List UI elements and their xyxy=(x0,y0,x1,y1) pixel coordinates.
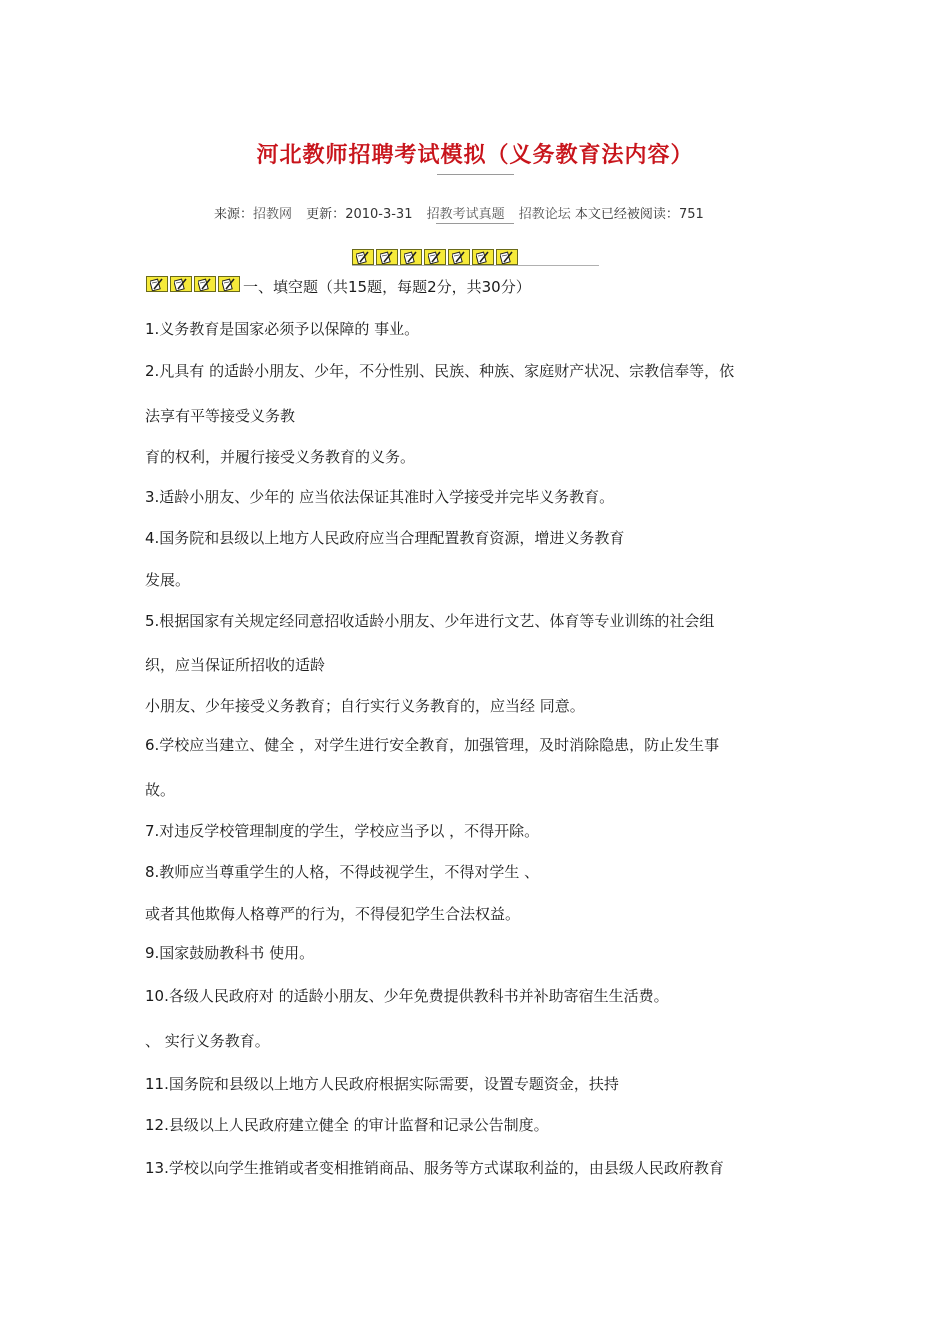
question-line: 10.各级人民政府对 的适龄小朋友、少年免费提供教科书并补助寄宿生生活费。 xyxy=(145,987,669,1005)
question-line: 1.义务教育是国家必须予以保障的 事业。 xyxy=(145,320,420,338)
exam-questions-link[interactable]: 招教考试真题 xyxy=(426,207,505,222)
question-line: 、 实行义务教育。 xyxy=(145,1032,270,1050)
article-meta xyxy=(214,203,704,222)
question-line: 或者其他欺侮人格尊严的行为，不得侵犯学生合法权益。 xyxy=(145,905,521,923)
question-line: 3.适龄小朋友、少年的 应当依法保证其准时入学接受并完毕义务教育。 xyxy=(145,488,615,506)
question-line: 9.国家鼓励教科书 使用。 xyxy=(145,944,315,962)
meta-underline xyxy=(436,223,514,224)
read-count-label: 本文已经被阅读： xyxy=(574,207,679,222)
title-underline xyxy=(437,174,514,175)
icon-row-section xyxy=(146,276,242,292)
source-label: 来源： xyxy=(214,207,254,222)
question-line: 4.国务院和县级以上地方人民政府应当合理配置教育资源，增进义务教育 xyxy=(145,529,625,547)
question-line: 6.学校应当建立、健全 ，对学生进行安全教育，加强管理，及时消除隐患，防止发生事 xyxy=(145,736,720,754)
question-line: 12.县级以上人民政府建立健全 的审计监督和记录公告制度。 xyxy=(145,1116,549,1134)
page-title: 河北教师招聘考试模拟（义务教育法内容） xyxy=(256,142,694,168)
question-line: 法享有平等接受义务教 xyxy=(145,407,296,425)
question-line: 7.对违反学校管理制度的学生，学校应当予以 ，不得开除。 xyxy=(145,822,540,840)
question-line: 2.凡具有 的适龄小朋友、少年，不分性别、民族、种族、家庭财产状况、宗教信奉等，依 xyxy=(145,362,735,380)
question-line: 5.根据国家有关规定经同意招收适龄小朋友、少年进行文艺、体育等专业训练的社会组 xyxy=(145,612,715,630)
update-date: 2010-3-31 xyxy=(345,207,413,222)
pen-paper-icon xyxy=(448,249,470,265)
pen-paper-icon xyxy=(424,249,446,265)
icon-row-top xyxy=(352,249,520,265)
pen-paper-icon xyxy=(376,249,398,265)
icon-row-divider xyxy=(352,265,599,266)
question-line: 8.教师应当尊重学生的人格，不得歧视学生，不得对学生 、 xyxy=(145,863,540,881)
pen-paper-icon xyxy=(400,249,422,265)
question-line: 育的权利，并履行接受义务教育的义务。 xyxy=(145,448,416,466)
source-link[interactable]: 招教网 xyxy=(253,207,293,222)
pen-paper-icon xyxy=(194,276,216,292)
pen-paper-icon xyxy=(218,276,240,292)
pen-paper-icon xyxy=(146,276,168,292)
pen-paper-icon xyxy=(170,276,192,292)
question-line: 故。 xyxy=(145,781,176,799)
update-label: 更新： xyxy=(306,207,346,222)
question-line: 小朋友、少年接受义务教育；自行实行义务教育的，应当经 同意。 xyxy=(145,697,585,715)
question-line: 发展。 xyxy=(145,571,191,589)
section-title: 一、填空题（共15题，每题2分，共30分） xyxy=(243,278,531,296)
pen-paper-icon xyxy=(496,249,518,265)
pen-paper-icon xyxy=(352,249,374,265)
question-line: 13.学校以向学生推销或者变相推销商品、服务等方式谋取利益的，由县级人民政府教育 xyxy=(145,1159,724,1177)
read-count: 751 xyxy=(678,207,704,222)
forum-link[interactable]: 招教论坛 xyxy=(518,207,571,222)
question-line: 织，应当保证所招收的适龄 xyxy=(145,656,326,674)
question-line: 11.国务院和县级以上地方人民政府根据实际需要，设置专题资金，扶持 xyxy=(145,1075,619,1093)
pen-paper-icon xyxy=(472,249,494,265)
